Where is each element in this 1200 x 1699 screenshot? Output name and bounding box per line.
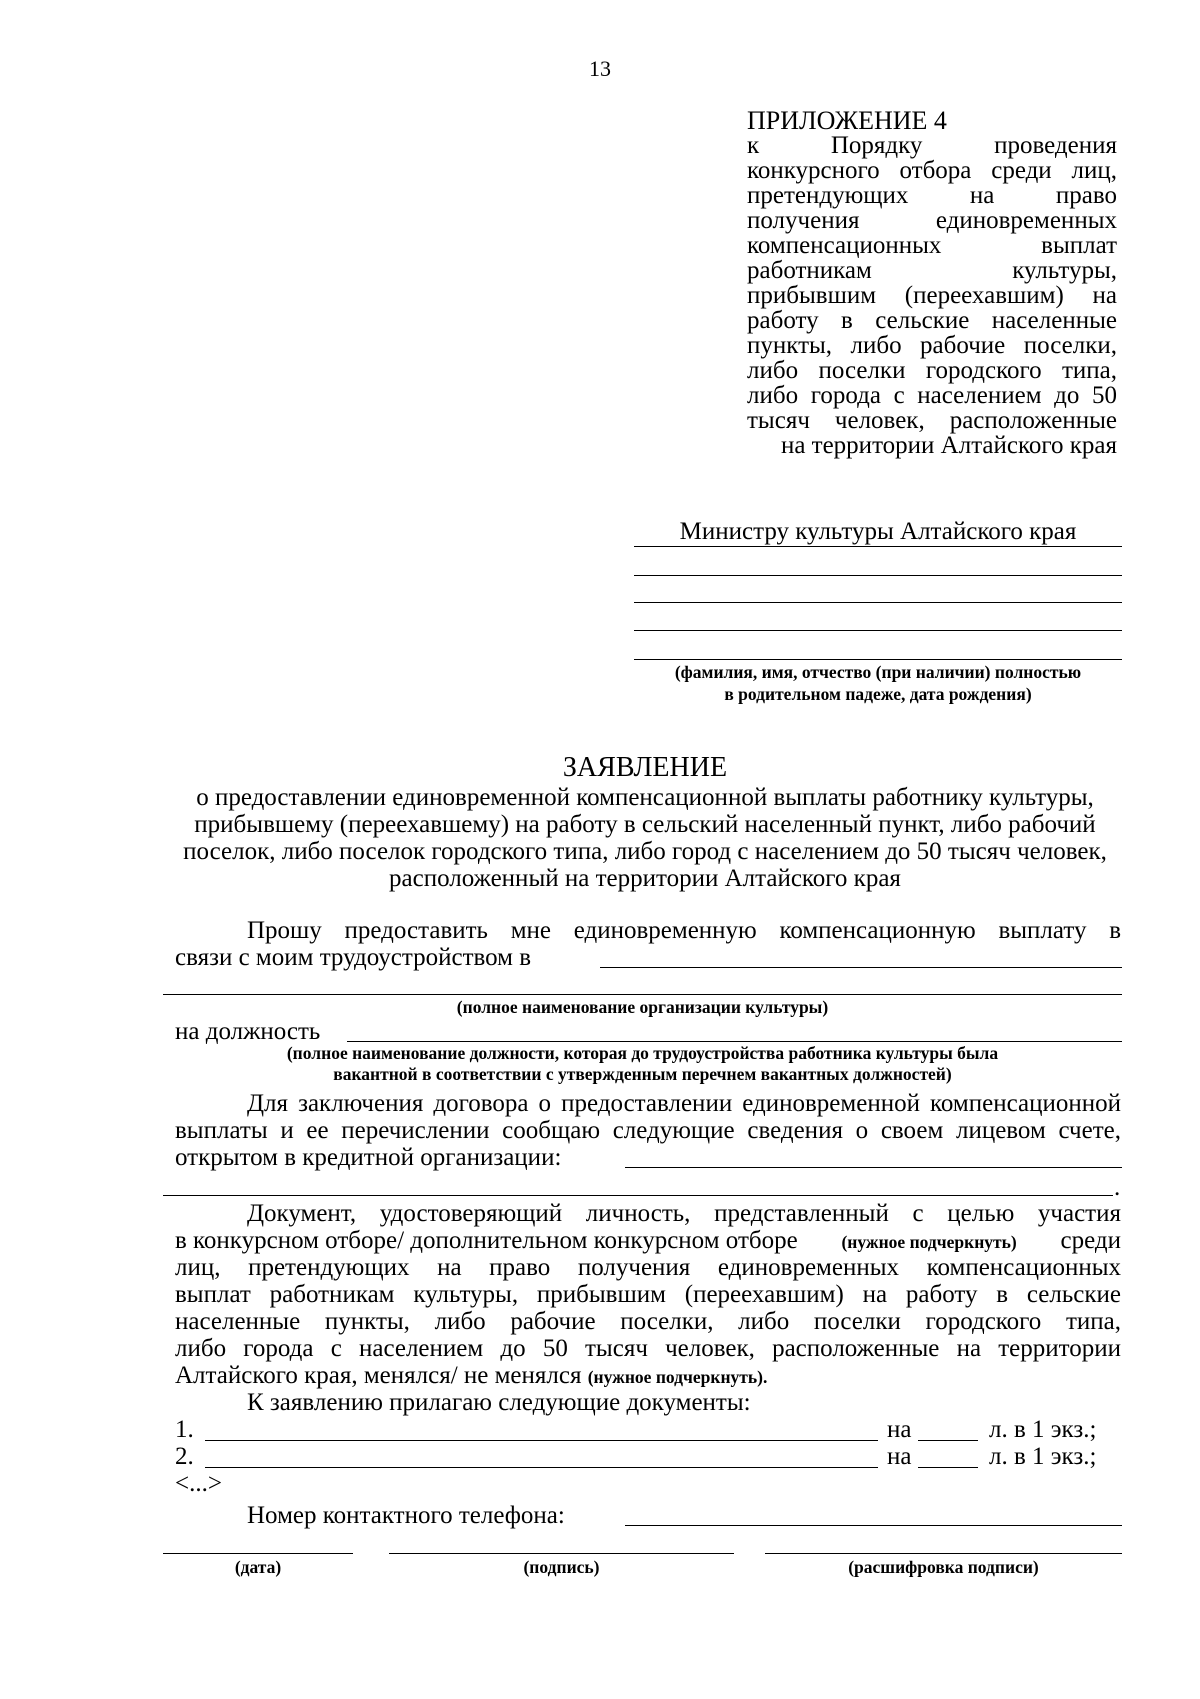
attach-1-na: на xyxy=(887,1416,912,1443)
attach-1-pages[interactable] xyxy=(918,1440,978,1441)
account-period: . xyxy=(1114,1174,1121,1201)
account-field[interactable] xyxy=(625,1167,1122,1168)
phone-label: Номер контактного телефона: xyxy=(247,1502,565,1529)
appendix-line: к Порядку проведения xyxy=(747,132,1117,159)
account-field-line2[interactable] xyxy=(163,1195,1113,1196)
date-field[interactable] xyxy=(163,1553,353,1554)
p3-line5: населенные пункты, либо рабочие поселки, либо поселки городского типа, xyxy=(175,1308,1121,1335)
position-field[interactable] xyxy=(347,1041,1122,1042)
addressee-line-1[interactable] xyxy=(634,546,1122,547)
appendix-title: ПРИЛОЖЕНИЕ 4 xyxy=(747,106,947,135)
p3-line2 xyxy=(175,1227,1121,1256)
position-label: на должность xyxy=(175,1018,321,1045)
appendix-line: претендующих на право xyxy=(747,182,1117,209)
attach-2-pages[interactable] xyxy=(918,1467,978,1468)
p3-line2-end: среди xyxy=(1060,1227,1121,1254)
appendix-line: на территории Алтайского края xyxy=(780,432,1117,459)
attach-2-tail: л. в 1 экз.; xyxy=(989,1443,1097,1470)
appendix-line: компенсационных выплат xyxy=(747,232,1117,259)
p3-line2-text: в конкурсном отборе/ дополнительном конкурсном отборе xyxy=(175,1227,798,1254)
p3-line1: Документ, удостоверяющий личность, представленный с целью участия xyxy=(247,1200,1121,1227)
statement-title: ЗАЯВЛЕНИЕ xyxy=(562,752,728,783)
p3-line3: лиц, претендующих на право получения единовременных компенсационных xyxy=(175,1254,1121,1281)
p2-line3: открытом в кредитной организации: xyxy=(175,1144,562,1171)
addressee-caption-2: в родительном падеже, дата рождения) xyxy=(724,684,1032,704)
attach-1-num: 1. xyxy=(175,1416,194,1443)
attach-2-field[interactable] xyxy=(205,1467,878,1468)
appendix-line: получения единовременных xyxy=(747,207,1117,234)
p1-line2: связи с моим трудоустройством в xyxy=(175,944,532,971)
appendix-line: тысяч человек, расположенные xyxy=(747,407,1117,434)
addressee-line-3[interactable] xyxy=(634,602,1122,603)
attach-1-field[interactable] xyxy=(205,1440,878,1441)
signature-decode-caption: (расшифровка подписи) xyxy=(848,1557,1039,1577)
p3-line4: выплат работникам культуры, прибывшим (переехавшим) на работу в сельские xyxy=(175,1281,1121,1308)
date-caption: (дата) xyxy=(234,1557,282,1577)
addressee-to: Министру культуры Алтайского края xyxy=(679,518,1077,545)
p1-line1: Прошу предоставить мне единовременную компенсационную выплату в xyxy=(247,917,1121,944)
appendix-block xyxy=(747,108,1117,458)
appendix-line: прибывшим (переехавшим) на xyxy=(747,282,1117,309)
p3-line7-note: (нужное подчеркнуть). xyxy=(587,1367,768,1387)
addressee-caption-1: (фамилия, имя, отчество (при наличии) полностью xyxy=(674,662,1082,682)
position-caption-1: (полное наименование должности, которая до трудоустройства работника культуры была xyxy=(286,1043,999,1063)
org-caption: (полное наименование организации культуры) xyxy=(456,997,829,1017)
page-number: 13 xyxy=(589,56,611,81)
attach-2-num: 2. xyxy=(175,1443,194,1470)
attach-intro: К заявлению прилагаю следующие документы: xyxy=(247,1389,751,1416)
addressee-line-4[interactable] xyxy=(634,630,1122,631)
attach-1-tail: л. в 1 экз.; xyxy=(989,1416,1097,1443)
p2-line1: Для заключения договора о предоставлении единовременной компенсационной xyxy=(247,1090,1121,1117)
p3-line2-note: (нужное подчеркнуть) xyxy=(841,1232,1017,1252)
appendix-line: работникам культуры, xyxy=(747,257,1117,284)
p2-line2: выплаты и ее перечислении сообщаю следующие сведения о своем лицевом счете, xyxy=(175,1117,1121,1144)
attach-ellipsis: <...> xyxy=(175,1470,222,1497)
attach-2-na: на xyxy=(887,1443,912,1470)
signature-caption: (подпись) xyxy=(523,1557,600,1577)
appendix-line: работу в сельские населенные xyxy=(747,307,1117,334)
appendix-line: пункты, либо рабочие поселки, xyxy=(747,332,1117,359)
appendix-line: либо города с населением до 50 xyxy=(747,382,1117,409)
organization-field[interactable] xyxy=(600,967,1122,968)
p3-line6: либо города с населением до 50 тысяч человек, расположенные на территории xyxy=(175,1335,1121,1362)
addressee-line-2[interactable] xyxy=(634,575,1122,576)
phone-field[interactable] xyxy=(625,1525,1122,1526)
signature-decode-field[interactable] xyxy=(765,1553,1122,1554)
p3-line7-text: Алтайского края, менялся/ не менялся xyxy=(175,1362,582,1389)
appendix-line: конкурсного отбора среди лиц, xyxy=(747,157,1117,184)
appendix-line: либо поселки городского типа, xyxy=(747,357,1117,384)
addressee-line-5[interactable] xyxy=(634,659,1122,660)
signature-field[interactable] xyxy=(389,1553,734,1554)
statement-subtitle: о предоставлении единовременной компенсационной выплаты работнику культуры, прибывшему (переехавшему) на работу в сельский населенный пункт, либо рабочий поселок, либо поселок городского типа, либо город с населением до 50 тысяч человек, расположенный на территории Алтайского края xyxy=(183,784,1107,892)
p3-line7 xyxy=(175,1362,767,1391)
organization-field-line2[interactable] xyxy=(163,994,1122,995)
position-caption-2: вакантной в соответствии с утвержденным перечнем вакантных должностей) xyxy=(333,1064,952,1084)
